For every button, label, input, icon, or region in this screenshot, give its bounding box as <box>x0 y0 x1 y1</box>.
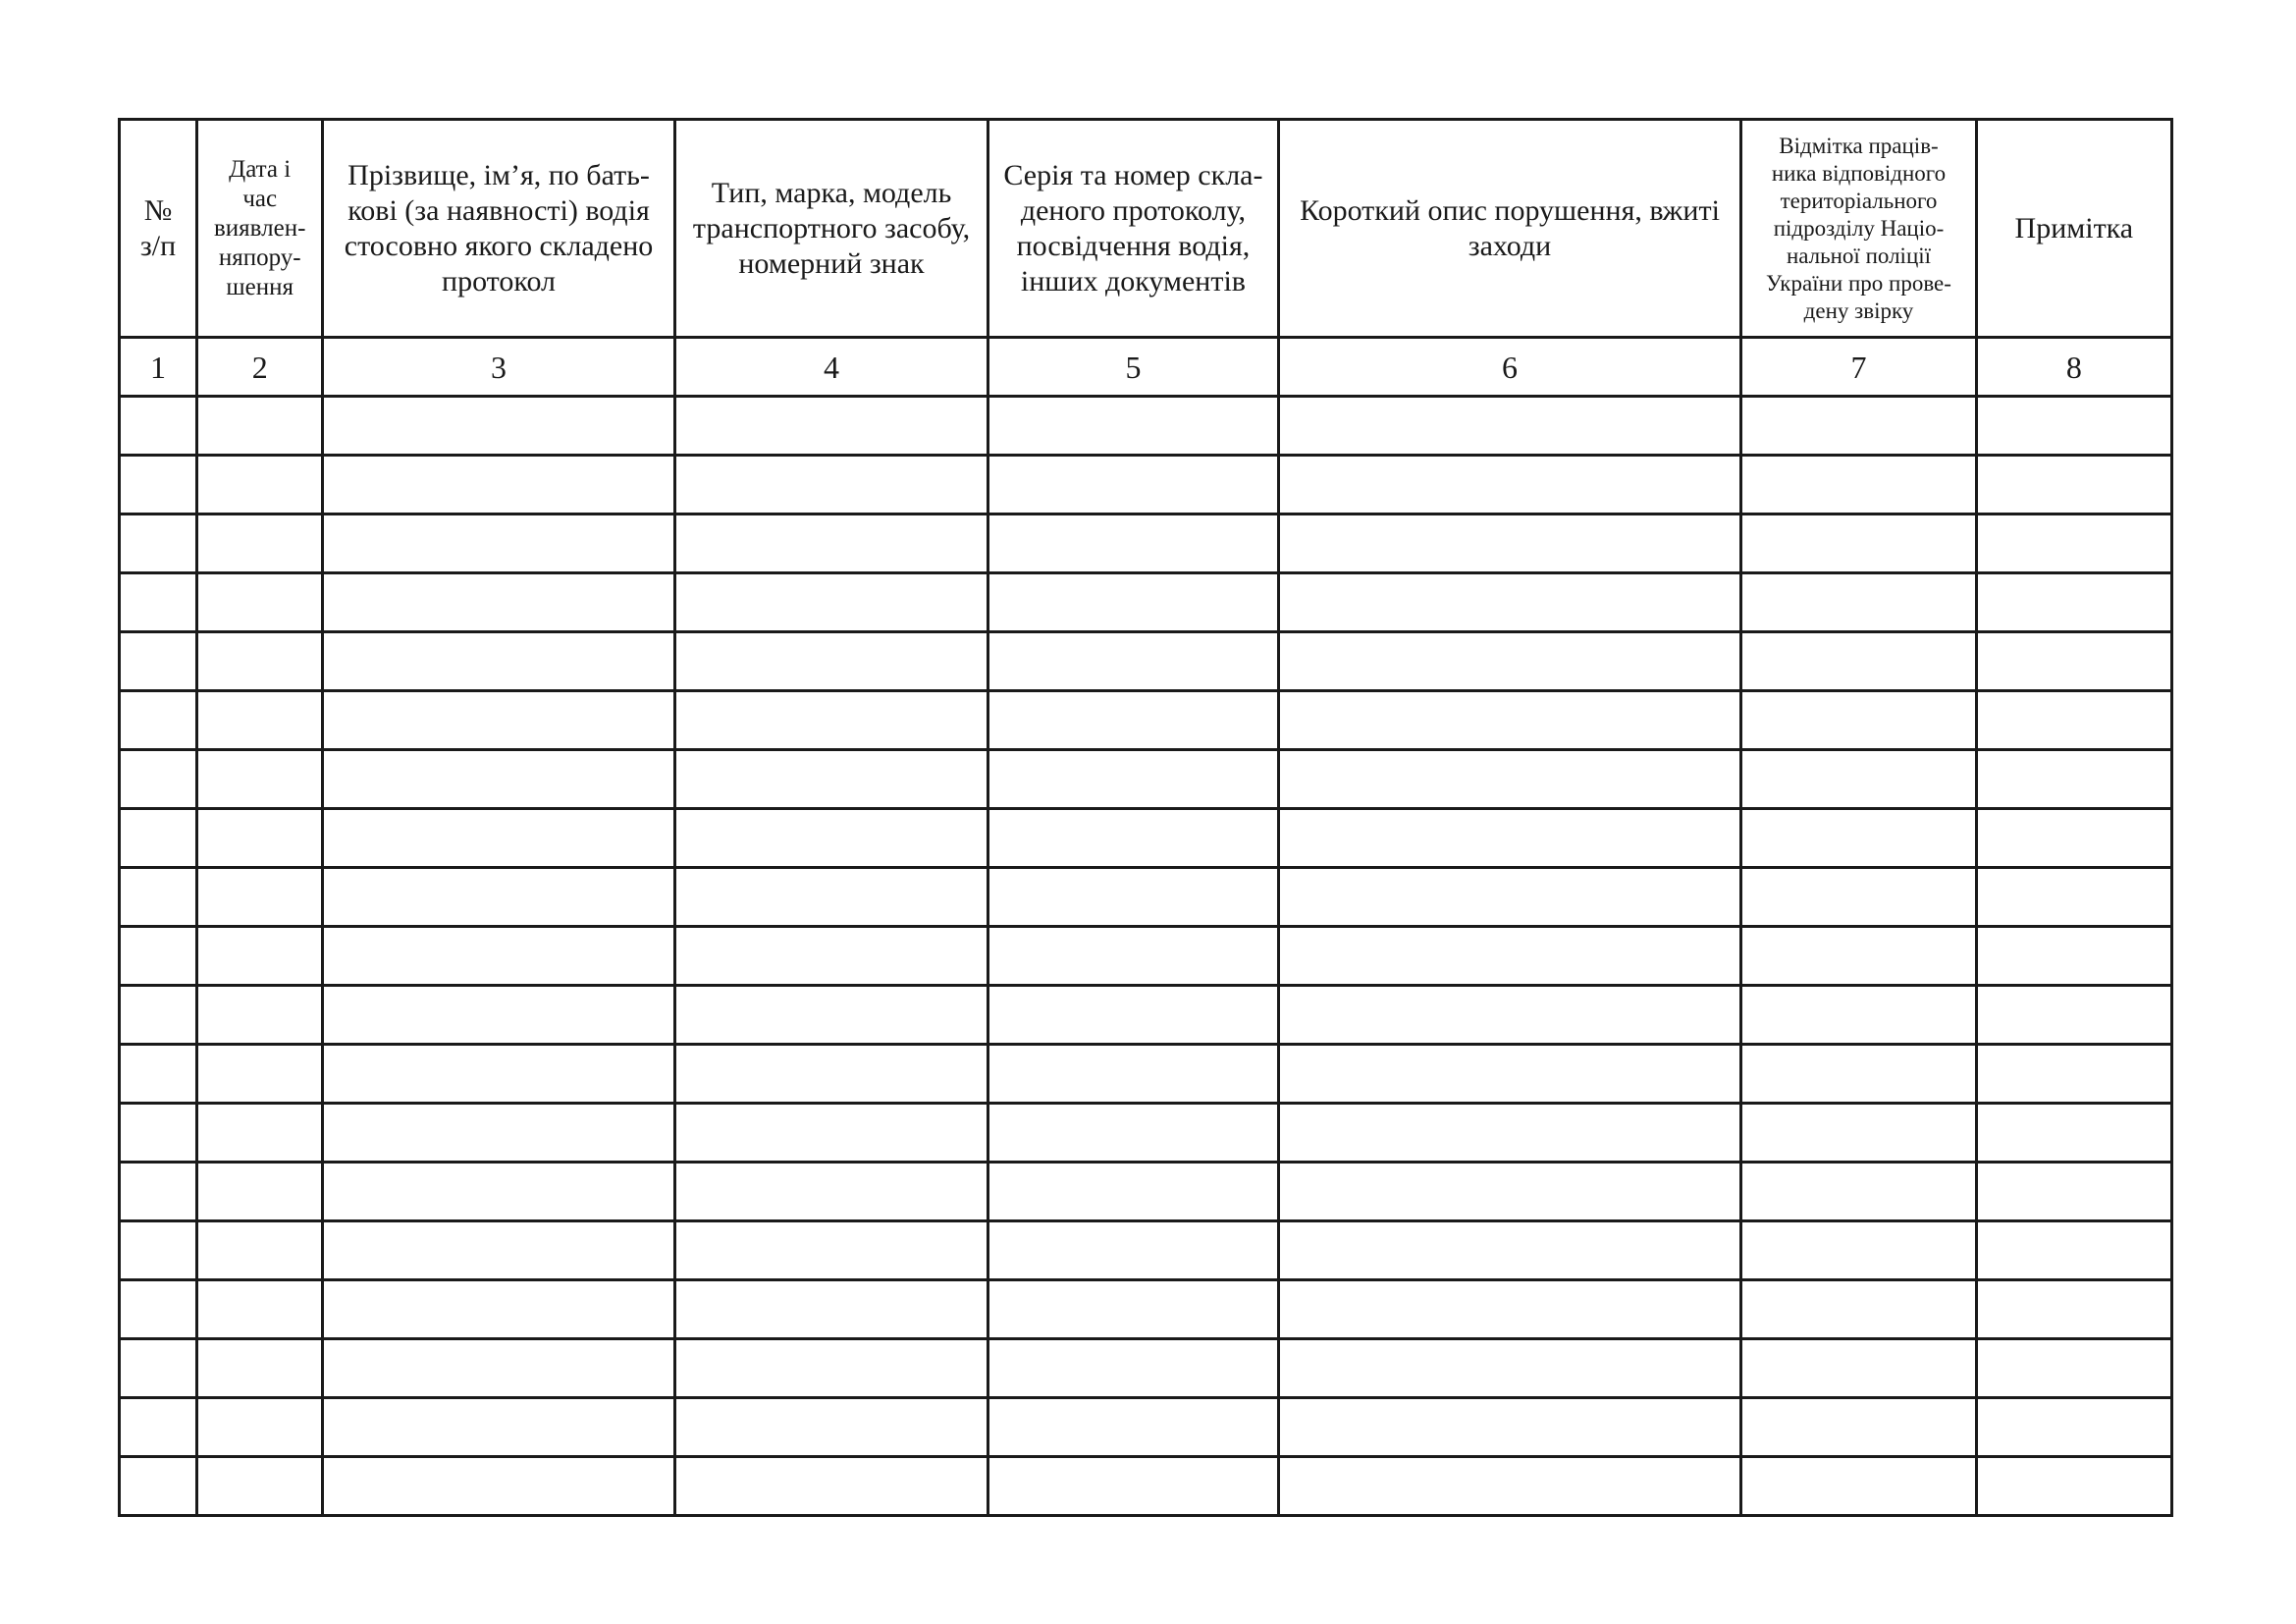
table-cell <box>988 514 1278 573</box>
table-cell <box>988 456 1278 514</box>
table-row <box>120 1163 2172 1221</box>
table-cell <box>197 456 323 514</box>
table-cell <box>1976 1221 2171 1280</box>
table-cell <box>674 1163 988 1221</box>
table-cell <box>1976 1280 2171 1339</box>
table-cell <box>1976 1398 2171 1457</box>
table-cell <box>197 1045 323 1104</box>
header-police-mark: Відмітка праців- ника відповідного територіального підрозділу Націо- нальної поліції України про прове- дену звірку <box>1741 120 1976 338</box>
table-cell <box>120 632 197 691</box>
column-number-cell: 4 <box>674 338 988 397</box>
register-table <box>118 118 2173 1517</box>
table-row <box>120 1398 2172 1457</box>
table-cell <box>120 456 197 514</box>
column-number-cell: 6 <box>1278 338 1741 397</box>
table-cell <box>988 1280 1278 1339</box>
column-number-cell: 7 <box>1741 338 1976 397</box>
header-item-number: № з/п <box>120 120 197 338</box>
table-cell <box>1741 1457 1976 1516</box>
table-cell <box>120 809 197 868</box>
table-cell <box>674 1398 988 1457</box>
table-cell <box>1278 868 1741 927</box>
table-cell <box>674 1280 988 1339</box>
table-cell <box>197 1280 323 1339</box>
table-cell <box>1741 456 1976 514</box>
table-cell <box>1741 514 1976 573</box>
table-cell <box>988 986 1278 1045</box>
table-cell <box>674 691 988 750</box>
table-cell <box>1278 573 1741 632</box>
table-cell <box>988 1339 1278 1398</box>
table-cell <box>197 986 323 1045</box>
table-cell <box>197 573 323 632</box>
table-cell <box>1976 456 2171 514</box>
table-cell <box>1278 1280 1741 1339</box>
table-cell <box>1976 1104 2171 1163</box>
table-cell <box>988 1163 1278 1221</box>
table-cell <box>674 1221 988 1280</box>
table-cell <box>197 514 323 573</box>
table-cell <box>674 1339 988 1398</box>
table-row <box>120 691 2172 750</box>
table-cell <box>120 1163 197 1221</box>
table-cell <box>1278 986 1741 1045</box>
table-cell <box>120 986 197 1045</box>
header-violation-description: Короткий опис порушення, вжиті заходи <box>1278 120 1741 338</box>
table-body <box>120 397 2172 1516</box>
table-cell <box>120 1457 197 1516</box>
table-cell <box>197 1104 323 1163</box>
table-cell <box>1976 691 2171 750</box>
table-cell <box>1278 750 1741 809</box>
table-cell <box>197 691 323 750</box>
table-cell <box>120 1339 197 1398</box>
table-cell <box>988 691 1278 750</box>
table-cell <box>323 1163 675 1221</box>
table-cell <box>674 1045 988 1104</box>
table-cell <box>323 514 675 573</box>
table-cell <box>1741 1280 1976 1339</box>
table-cell <box>988 1398 1278 1457</box>
table-cell <box>674 1104 988 1163</box>
table-cell <box>197 632 323 691</box>
header-protocol-number: Серія та номер скла- деного протоколу, посвідчення водія, інших документів <box>988 120 1278 338</box>
table-cell <box>674 1457 988 1516</box>
table-cell <box>1278 632 1741 691</box>
table-cell <box>988 1045 1278 1104</box>
table-cell <box>1976 809 2171 868</box>
table-cell <box>197 1339 323 1398</box>
table-cell <box>988 1457 1278 1516</box>
table-cell <box>1741 573 1976 632</box>
table-cell <box>323 750 675 809</box>
table-cell <box>323 927 675 986</box>
table-cell <box>197 1221 323 1280</box>
table-cell <box>1976 1163 2171 1221</box>
table-cell <box>988 1104 1278 1163</box>
table-cell <box>1741 1221 1976 1280</box>
table-row <box>120 632 2172 691</box>
table-cell <box>1741 927 1976 986</box>
table-cell <box>674 456 988 514</box>
table-cell <box>1741 986 1976 1045</box>
table-cell <box>1741 397 1976 456</box>
table-cell <box>1278 1163 1741 1221</box>
table-cell <box>988 397 1278 456</box>
table-cell <box>1741 750 1976 809</box>
table-cell <box>323 1104 675 1163</box>
table-cell <box>323 573 675 632</box>
table-cell <box>323 1280 675 1339</box>
table-cell <box>197 927 323 986</box>
table-cell <box>120 1221 197 1280</box>
table-cell <box>120 1104 197 1163</box>
table-cell <box>1278 1398 1741 1457</box>
table-cell <box>1278 1104 1741 1163</box>
table-cell <box>1976 1457 2171 1516</box>
table-cell <box>197 809 323 868</box>
column-number-cell: 8 <box>1976 338 2171 397</box>
table-cell <box>1741 632 1976 691</box>
table-cell <box>1278 691 1741 750</box>
table-cell <box>323 868 675 927</box>
table-cell <box>1741 691 1976 750</box>
table-cell <box>674 573 988 632</box>
table-row <box>120 456 2172 514</box>
table-row <box>120 1221 2172 1280</box>
table-cell <box>1278 1339 1741 1398</box>
table-cell <box>1278 456 1741 514</box>
table-cell <box>120 868 197 927</box>
table-cell <box>988 868 1278 927</box>
table-cell <box>1741 1163 1976 1221</box>
table-row <box>120 1104 2172 1163</box>
table-cell <box>674 750 988 809</box>
table-cell <box>120 573 197 632</box>
table-cell <box>988 632 1278 691</box>
table-cell <box>1741 1045 1976 1104</box>
table-cell <box>120 750 197 809</box>
table-cell <box>323 691 675 750</box>
table-cell <box>1278 1457 1741 1516</box>
table-cell <box>323 809 675 868</box>
table-cell <box>197 397 323 456</box>
table-cell <box>1278 809 1741 868</box>
table-cell <box>120 1280 197 1339</box>
table-cell <box>323 1339 675 1398</box>
table-row <box>120 573 2172 632</box>
table-row <box>120 809 2172 868</box>
table-row <box>120 397 2172 456</box>
table-cell <box>988 809 1278 868</box>
column-number-cell: 5 <box>988 338 1278 397</box>
table-row <box>120 1339 2172 1398</box>
table-cell <box>1741 1398 1976 1457</box>
table-cell <box>674 986 988 1045</box>
table-cell <box>1976 1339 2171 1398</box>
table-cell <box>120 1398 197 1457</box>
table-cell <box>197 750 323 809</box>
header-date-time: Дата і час виявлен- няпору- шення <box>197 120 323 338</box>
header-note: Примітка <box>1976 120 2171 338</box>
header-vehicle: Тип, марка, модель транспортного засобу, номерний знак <box>674 120 988 338</box>
table-cell <box>323 397 675 456</box>
table-cell <box>1741 809 1976 868</box>
table-row <box>120 514 2172 573</box>
table-row <box>120 1045 2172 1104</box>
table-cell <box>1741 868 1976 927</box>
table-cell <box>1976 868 2171 927</box>
table-cell <box>674 632 988 691</box>
table-cell <box>674 809 988 868</box>
table-cell <box>674 514 988 573</box>
table-cell <box>1976 632 2171 691</box>
table-cell <box>1976 986 2171 1045</box>
header-row <box>120 120 2172 338</box>
table-cell <box>1278 514 1741 573</box>
table-row <box>120 986 2172 1045</box>
table-cell <box>197 1457 323 1516</box>
table-cell <box>1278 927 1741 986</box>
table-cell <box>674 927 988 986</box>
table-cell <box>988 927 1278 986</box>
table-cell <box>323 1221 675 1280</box>
table-cell <box>323 456 675 514</box>
table-cell <box>120 927 197 986</box>
column-number-cell: 2 <box>197 338 323 397</box>
table-cell <box>1976 514 2171 573</box>
table-cell <box>1976 1045 2171 1104</box>
table-cell <box>323 1398 675 1457</box>
table-cell <box>988 750 1278 809</box>
table-cell <box>323 1457 675 1516</box>
table-cell <box>1278 1221 1741 1280</box>
table-cell <box>988 1221 1278 1280</box>
table-cell <box>197 1398 323 1457</box>
table-row <box>120 750 2172 809</box>
table-cell <box>323 986 675 1045</box>
column-number-cell: 1 <box>120 338 197 397</box>
table-cell <box>323 632 675 691</box>
table-cell <box>1976 750 2171 809</box>
table-cell <box>1741 1339 1976 1398</box>
table-row <box>120 1457 2172 1516</box>
table-cell <box>120 514 197 573</box>
table-cell <box>1741 1104 1976 1163</box>
table-cell <box>1976 927 2171 986</box>
table-row <box>120 1280 2172 1339</box>
table-cell <box>120 397 197 456</box>
table-cell <box>1976 397 2171 456</box>
table-cell <box>120 1045 197 1104</box>
table-cell <box>1278 397 1741 456</box>
table-cell <box>674 868 988 927</box>
table-row <box>120 927 2172 986</box>
table-cell <box>197 868 323 927</box>
table-cell <box>120 691 197 750</box>
table-cell <box>674 397 988 456</box>
column-number-row <box>120 338 2172 397</box>
table-cell <box>1278 1045 1741 1104</box>
table-row <box>120 868 2172 927</box>
table-cell <box>323 1045 675 1104</box>
table-cell <box>197 1163 323 1221</box>
column-number-cell: 3 <box>323 338 675 397</box>
table-cell <box>988 573 1278 632</box>
table-cell <box>1976 573 2171 632</box>
header-driver-name: Прізвище, ім’я, по бать- кові (за наявності) водія стосовно якого складено протокол <box>323 120 675 338</box>
